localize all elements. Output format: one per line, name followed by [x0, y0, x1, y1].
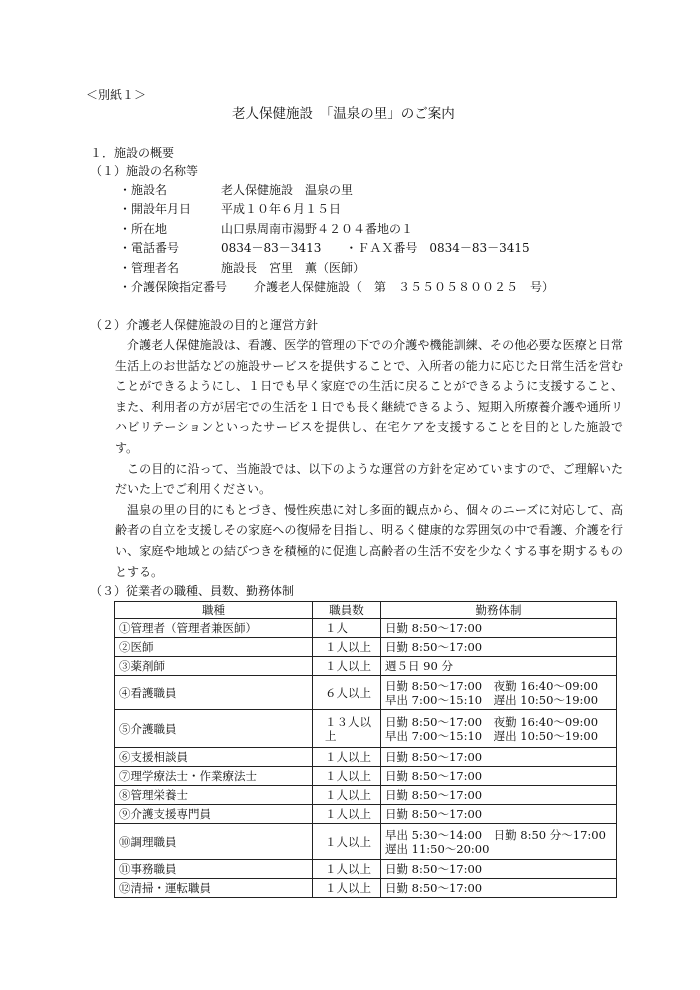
shift-line: 日勤 8:50～17:00	[385, 621, 483, 635]
shift-line: 日勤 8:50～17:00 夜勤 16:40～09:00	[385, 678, 599, 693]
shift-cell	[381, 748, 617, 767]
table-row	[115, 767, 617, 786]
shift-line: 早出 5:30～14:00 日勤 8:50 分～17:00	[385, 827, 606, 842]
count-cell: １人以上	[313, 879, 381, 898]
shift-line: 日勤 8:50～17:00	[385, 769, 483, 783]
shift-line: 日勤 8:50～17:00 夜勤 16:40～09:00	[385, 714, 599, 729]
shift-cell	[381, 657, 617, 676]
table-row	[115, 619, 617, 638]
shift-cell	[381, 786, 617, 805]
shift-line: 日勤 8:50～17:00	[385, 750, 483, 764]
count-cell: １人以上	[313, 824, 381, 860]
page-title: 老人保健施設 「温泉の里」のご案内	[232, 106, 455, 122]
shift-cell	[381, 824, 617, 860]
manager-value: 施設長 宮里 薫（医師）	[221, 261, 366, 275]
attachment-label: ＜別紙１＞	[86, 88, 147, 102]
shift-line: 日勤 8:50～17:00	[385, 640, 483, 654]
header-shift: 勤務体制	[381, 602, 617, 619]
table-row	[115, 786, 617, 805]
shift-cell	[381, 619, 617, 638]
shift-line: 日勤 8:50～17:00	[385, 788, 483, 802]
table-row	[115, 638, 617, 657]
address-value: 山口県周南市湯野４２０４番地の１	[221, 222, 414, 236]
shift-cell	[381, 879, 617, 898]
table-row	[115, 805, 617, 824]
shift-cell	[381, 805, 617, 824]
opening-date-label: ・開設年月日	[119, 202, 192, 216]
designation-number-label: ・介護保険指定番号	[119, 280, 228, 294]
count-cell: １３人以上	[313, 710, 381, 748]
facility-name-label: ・施設名	[119, 183, 168, 197]
designation-number-value: 介護老人保健施設（ 第 ３５５０５８００２５ 号）	[254, 280, 555, 294]
table-row	[115, 657, 617, 676]
role-cell: ⑥支援相談員	[115, 748, 313, 767]
section1-heading: １．施設の概要	[90, 146, 175, 160]
shift-line: 遅出 11:50～20:00	[385, 841, 490, 856]
shift-cell	[381, 710, 617, 748]
role-cell: ⑤介護職員	[115, 710, 313, 748]
header-count: 職員数	[313, 602, 381, 619]
count-cell: １人以上	[313, 860, 381, 879]
count-cell: １人以上	[313, 786, 381, 805]
table-row	[115, 879, 617, 898]
role-cell: ⑪事務職員	[115, 860, 313, 879]
shift-cell	[381, 638, 617, 657]
role-cell: ⑩調理職員	[115, 824, 313, 860]
shift-line: 早出 7:00～15:10 遅出 10:50～19:00	[385, 728, 599, 743]
count-cell: １人以上	[313, 767, 381, 786]
count-cell: １人以上	[313, 638, 381, 657]
table-row	[115, 748, 617, 767]
role-cell: ⑧管理栄養士	[115, 786, 313, 805]
table-row	[115, 824, 617, 860]
role-cell: ③薬剤師	[115, 657, 313, 676]
shift-cell	[381, 860, 617, 879]
purpose-paragraph-3: 温泉の里の目的にもとづき、慢性疾患に対し多面的観点から、個々のニーズに対応して、高齢者の自立を支援しその家庭への復帰を目指し、明るく健康的な雰囲気の中で看護、介護を行い、家庭や地域との結びつきを積極的に促進し高齢者の生活不安を少なくする事を期するものとする。	[115, 502, 623, 579]
role-cell: ②医師	[115, 638, 313, 657]
section2-heading: （２）介護老人保健施設の目的と運営方針	[90, 318, 319, 332]
staff-table	[114, 601, 617, 898]
role-cell: ⑦理学療法士・作業療法士	[115, 767, 313, 786]
count-cell: １人以上	[313, 805, 381, 824]
shift-line: 早出 7:00～15:10 遅出 10:50～19:00	[385, 692, 599, 707]
shift-line: 日勤 8:50～17:00	[385, 807, 483, 821]
header-role: 職種	[115, 602, 313, 619]
shift-line: 日勤 8:50～17:00	[385, 881, 483, 895]
count-cell: １人以上	[313, 748, 381, 767]
role-cell: ①管理者（管理者兼医師）	[115, 619, 313, 638]
facility-name-value: 老人保健施設 温泉の里	[221, 183, 354, 197]
table-row	[115, 710, 617, 748]
section1-sub-heading: （１）施設の名称等	[90, 164, 199, 178]
shift-cell	[381, 676, 617, 710]
count-cell: １人	[313, 619, 381, 638]
count-cell: ６人以上	[313, 676, 381, 710]
shift-line: 日勤 8:50～17:00	[385, 862, 483, 876]
shift-cell	[381, 767, 617, 786]
purpose-paragraph-2: この目的に沿って、当施設では、以下のような運営の方針を定めていますので、ご理解いただいた上でご利用ください。	[115, 461, 623, 497]
table-row	[115, 860, 617, 879]
manager-label: ・管理者名	[119, 261, 180, 275]
purpose-text	[115, 335, 623, 582]
address-label: ・所在地	[119, 222, 168, 236]
role-cell: ⑨介護支援専門員	[115, 805, 313, 824]
table-row	[115, 676, 617, 710]
table-header-row	[115, 602, 617, 619]
phone-label: ・電話番号	[119, 241, 180, 255]
role-cell: ⑫清掃・運転職員	[115, 879, 313, 898]
opening-date-value: 平成１０年６月１５日	[221, 202, 342, 216]
role-cell: ④看護職員	[115, 676, 313, 710]
shift-line: 週５日 90 分	[385, 659, 453, 673]
phone-fax-value: 0834－83－3413 ・ＦＡＸ番号 0834－83－3415	[221, 241, 530, 255]
section3-heading: （３）従業者の職種、員数、勤務体制	[90, 584, 295, 598]
count-cell: １人以上	[313, 657, 381, 676]
purpose-paragraph-1: 介護老人保健施設は、看護、医学的管理の下での介護や機能訓練、その他必要な医療と日常生活上のお世話などの施設サービスを提供することで、入所者の能力に応じた日常生活を営むことができるようにし、１日でも早く家庭での生活に戻ることができるように支援すること、また、利用者の方が居宅での生活を１日でも長く継続できるよう、短期入所療養介護や通所リハビリテーションといったサービスを提供し、在宅ケアを支援することを目的とした施設です。	[115, 338, 623, 455]
